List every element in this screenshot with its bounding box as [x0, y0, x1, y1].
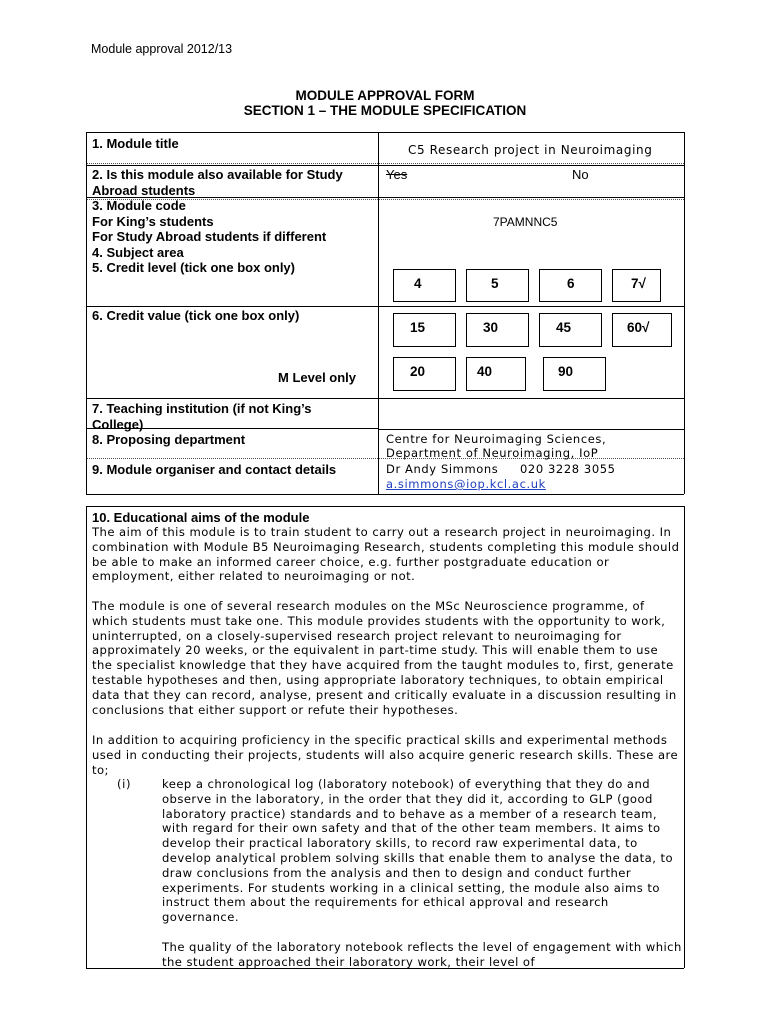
credit-level-6[interactable]: 6: [539, 269, 602, 302]
study-abroad-yes: Yes: [386, 167, 408, 182]
credit-value-45[interactable]: 45: [539, 313, 602, 347]
m-level-20[interactable]: 20: [393, 357, 456, 391]
aims-paragraph-2: The module is one of several research modules on the MSc Neuroscience programme, of which students must take one. This module provides students with the opportunity to work, uninterrupted, on a closely-supervised research project relevant to neuroimaging for approximately 20 weeks, or the equivalent in part-time study. This will enable them to use the specialist knowledge that they have acquired from the taught modules to, first, generate testable hypotheses and then, using appropriate laboratory techniques, to obtain empirical data that they can record, analyse, present and critically evaluate in a discussion resulting in conclusions that either support or refute their hypotheses.: [92, 599, 677, 717]
subject-area-label: 4. Subject area: [92, 244, 184, 260]
list-item-text: keep a chronological log (laboratory notebook) of everything that they do and observe in the laboratory, in the order that they did it, according to GLP (good laboratory practice) standards and to behave as a member of a research team, with regard for their own safety and that of the other team members. It aims to develop their practical laboratory skills, to record raw experimental data, to develop analytical problem solving skills that enable them to analyse the data, to draw conclusions from the analysis and then to design and conduct further experiments. For students working in a clinical setting, the module also aims to instruct them about the requirements for ethical approval and research governance.: [162, 777, 674, 925]
module-title-value: C5 Research project in Neuroimaging: [408, 143, 653, 157]
m-level-90[interactable]: 90: [543, 357, 606, 391]
study-abroad-no: No: [572, 167, 589, 182]
credit-level-5[interactable]: 5: [466, 269, 529, 302]
proposing-department-line2: Department of Neuroimaging, IoP: [386, 446, 599, 460]
m-level-40[interactable]: 40: [466, 357, 526, 391]
aims-heading: 10. Educational aims of the module: [92, 510, 310, 525]
list-item-marker: (i): [117, 777, 132, 791]
kings-module-code: 7PAMNNC5: [493, 215, 558, 229]
credit-value-30[interactable]: 30: [466, 313, 529, 347]
credit-level-7-selected[interactable]: 7√: [612, 269, 661, 302]
credit-value-label: 6. Credit value (tick one box only): [92, 308, 300, 323]
aims-paragraph-3: In addition to acquiring proficiency in the specific practical skills and experimental methods used in conducting their projects, students will also acquire generic research skills. These are to;: [92, 733, 679, 777]
form-title: MODULE APPROVAL FORM: [295, 88, 475, 103]
teaching-institution-label: 7. Teaching institution (if not King’s College): [92, 401, 312, 432]
proposing-department-line1: Centre for Neuroimaging Sciences,: [386, 432, 607, 446]
organiser-email-link[interactable]: a.simmons@iop.kcl.ac.uk: [386, 477, 546, 491]
study-abroad-code-label: For Study Abroad students if different: [92, 229, 327, 245]
kings-students-label: For King’s students: [92, 213, 214, 229]
credit-level-label: 5. Credit level (tick one box only): [92, 260, 295, 276]
organiser-label: 9. Module organiser and contact details: [92, 462, 337, 477]
module-code-label: 3. Module code: [92, 198, 186, 213]
credit-level-4[interactable]: 4: [393, 269, 456, 302]
module-title-label: 1. Module title: [92, 136, 179, 151]
credit-value-60-selected[interactable]: 60√: [612, 313, 672, 347]
m-level-label: M Level only: [278, 370, 357, 385]
aims-paragraph-1: The aim of this module is to train student to carry out a research project in neuroimaging. In combination with Module B5 Neuroimaging Research, students completing this module should be able to make an informed career choice, e.g. further postgraduate education or employment, either related to neuroimaging or not.: [92, 525, 680, 584]
proposing-department-label: 8. Proposing department: [92, 432, 246, 447]
study-abroad-label: 2. Is this module also available for Study Abroad students: [92, 167, 343, 198]
list-item-paragraph-2: The quality of the laboratory notebook reflects the level of engagement with which the student approached their laboratory work, their level of: [162, 940, 682, 969]
header-note: Module approval 2012/13: [91, 42, 233, 56]
organiser-name: Dr Andy Simmons: [386, 462, 499, 476]
organiser-phone: 020 3228 3055: [520, 462, 616, 476]
credit-value-15[interactable]: 15: [393, 313, 456, 347]
section-title: SECTION 1 – THE MODULE SPECIFICATION: [243, 103, 527, 118]
